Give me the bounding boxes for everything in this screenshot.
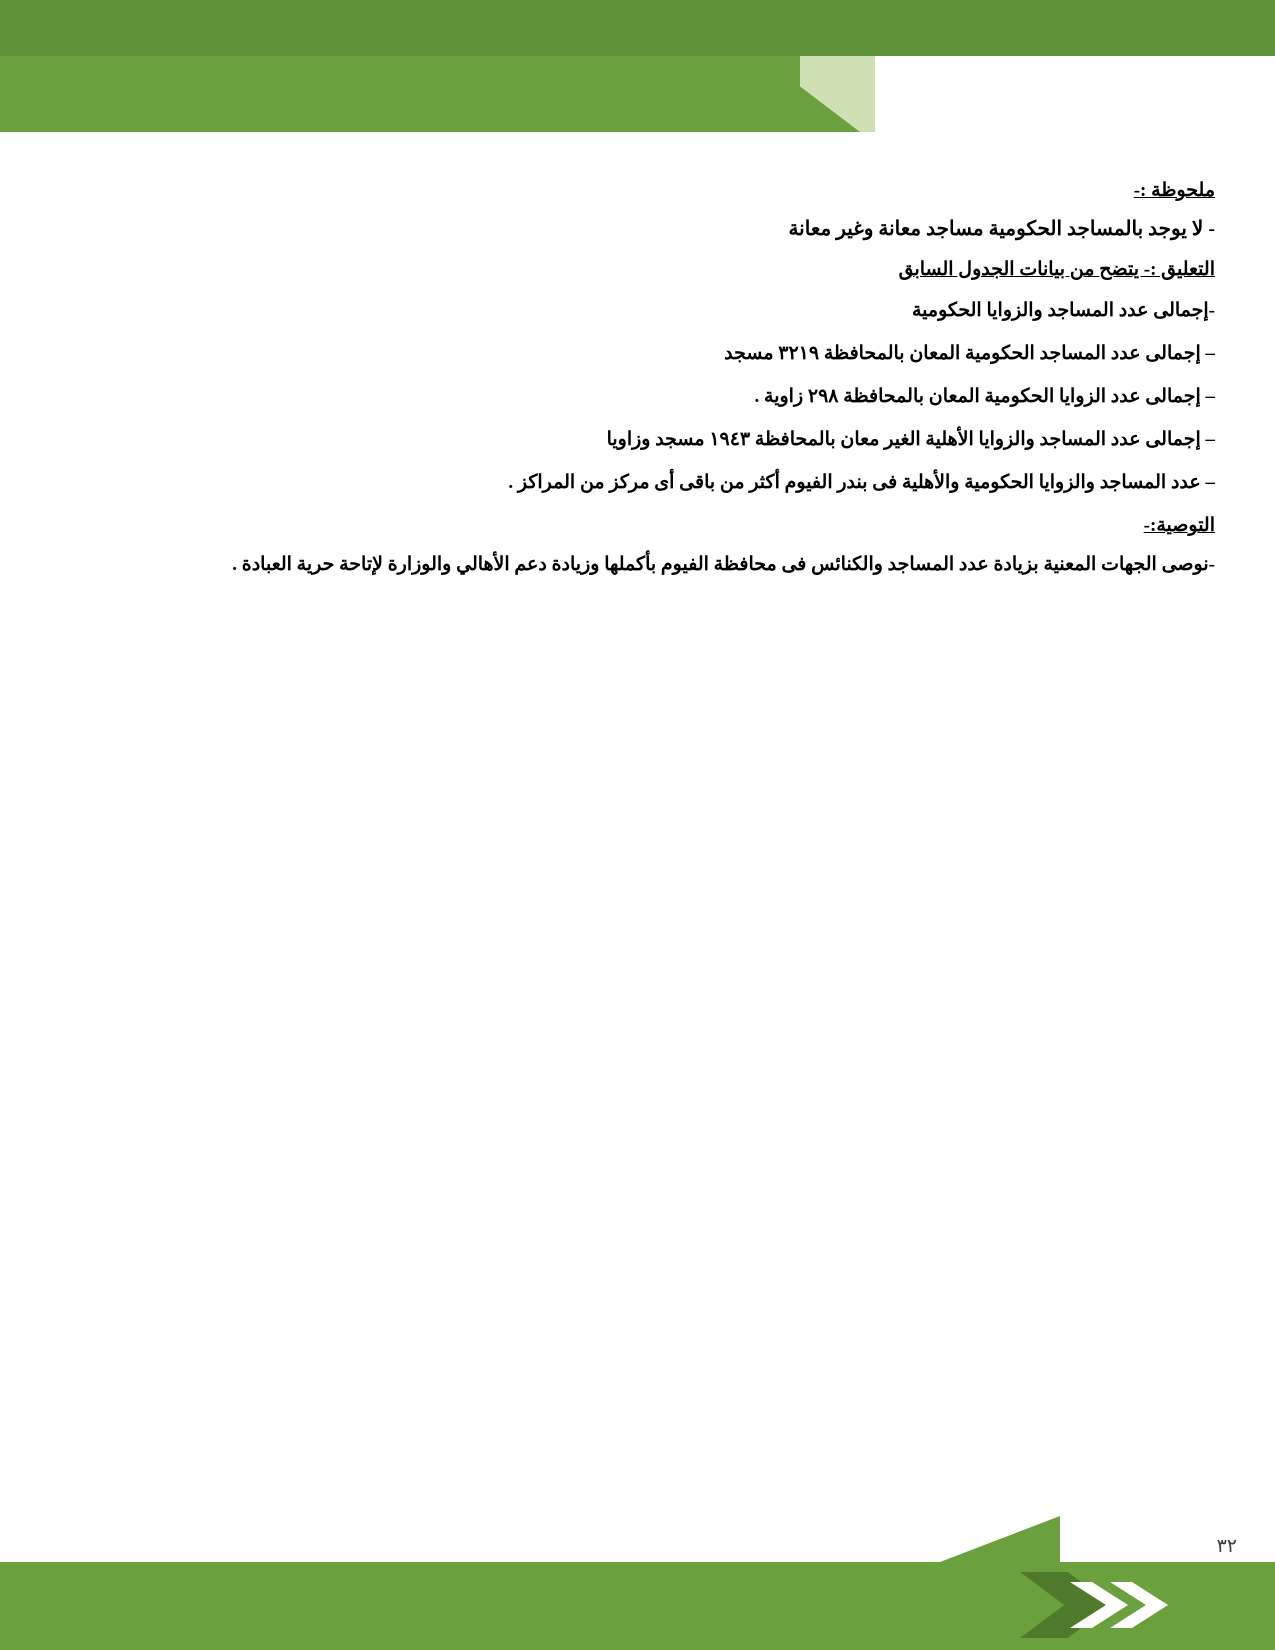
header-dark-bar <box>0 0 1275 56</box>
document-body <box>60 178 1215 579</box>
bullet-item: – إجمالى عدد المساجد والزوايا الأهلية الغير معان بالمحافظة ١٩٤٣ مسجد وزاويا <box>606 429 1215 451</box>
recommendation-text: -نوصى الجهات المعنية بزيادة عدد المساجد والكنائس فى محافظة الفيوم بأكملها وزيادة دعم الأهالي والوزارة لإتاحة حرية العبادة . <box>232 554 1215 576</box>
page-footer-decoration <box>0 1480 1275 1650</box>
bullet-item: – إجمالى عدد المساجد الحكومية المعان بالمحافظة ٣٢١٩ مسجد <box>724 343 1215 365</box>
page-number: ٣٢ <box>1216 1536 1237 1557</box>
recommendation-label: التوصية:- <box>1143 515 1215 537</box>
page-header-decoration <box>0 0 1275 132</box>
bullet-item: -إجمالى عدد المساجد والزوايا الحكومية <box>911 300 1215 322</box>
footer-white-strip <box>0 1480 1275 1562</box>
note-label: ملحوظة :- <box>1133 180 1215 201</box>
bullet-item: – إجمالى عدد الزوايا الحكومية المعان بالمحافظة ٢٩٨ زاوية . <box>754 386 1215 408</box>
comment-label: التعليق :- يتضح من بيانات الجدول السابق <box>898 259 1215 281</box>
header-green-block-shape <box>0 56 800 132</box>
bullet-item: – عدد المساجد والزوايا الحكومية والأهلية فى بندر الفيوم أكثر من باقى أى مركز من المراكز . <box>508 472 1215 494</box>
note-text: - لا يوجد بالمساجد الحكومية مساجد معانة وغير معانة <box>788 217 1215 240</box>
